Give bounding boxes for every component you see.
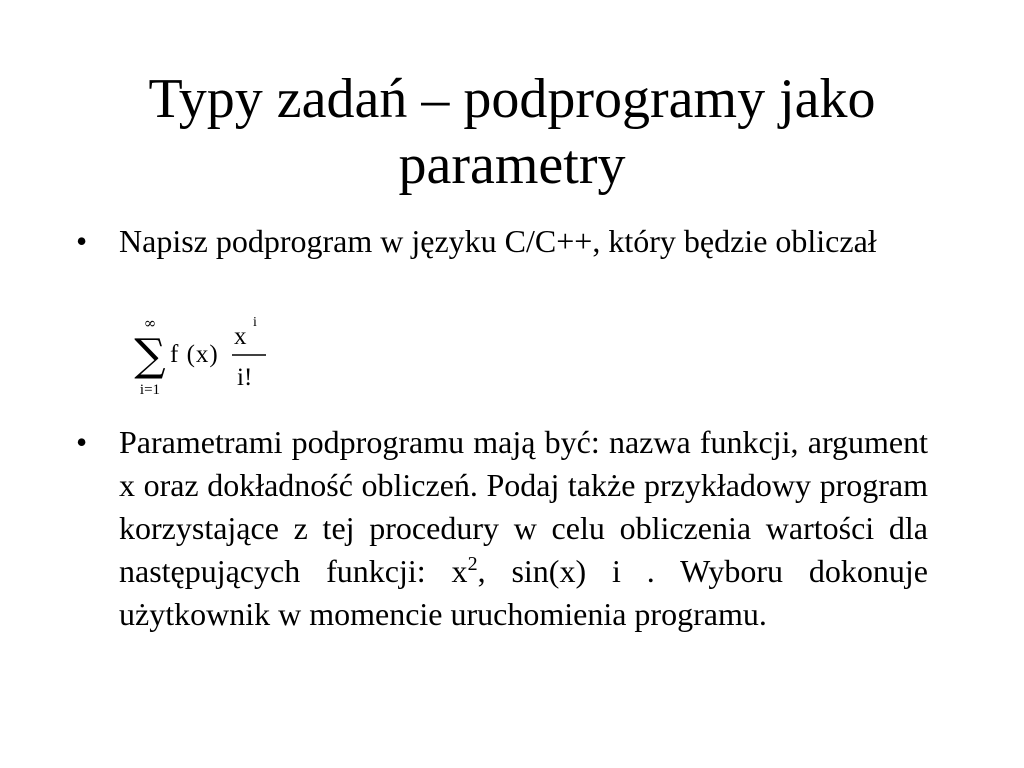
formula-lower-limit: i=1 (139, 382, 161, 398)
slide-title (70, 66, 954, 198)
bullet-2-superscript: 2 (467, 553, 478, 575)
bullet-item-1 (76, 220, 928, 263)
formula-sigma-icon: ∑ (134, 330, 166, 381)
formula-numerator: x (234, 323, 247, 350)
slide-title-line-1: Typy zadań – podprogramy jako (148, 68, 876, 130)
bullet-item-2 (76, 421, 928, 636)
bullet-2-text-part-1: Parametrami podprogramu mają być: nazwa funkcji, argument x oraz dokładność obliczeń. Podaj także przykładowy program korzystające z tej procedury w celu obliczenia wartości dla następujących funkcji: x (119, 424, 928, 589)
bullet-icon: • (76, 223, 88, 259)
bullet-2-text-part-2: , sin(x) i . Wyboru dokonuje użytkownik w momencie uruchomienia programu. (119, 553, 929, 632)
slide-title-line-2: parametry (398, 134, 626, 196)
formula-numerator-exponent: i (253, 315, 257, 330)
bullet-2-text (119, 421, 928, 636)
series-formula (128, 312, 288, 404)
formula-denominator: i! (237, 364, 253, 391)
bullet-icon: • (76, 424, 88, 460)
formula-upper-limit: ∞ (143, 314, 157, 332)
formula-term: f (x) (170, 341, 219, 368)
bullet-1-text: Napisz podprogram w języku C/C++, który będzie obliczał (119, 223, 877, 259)
